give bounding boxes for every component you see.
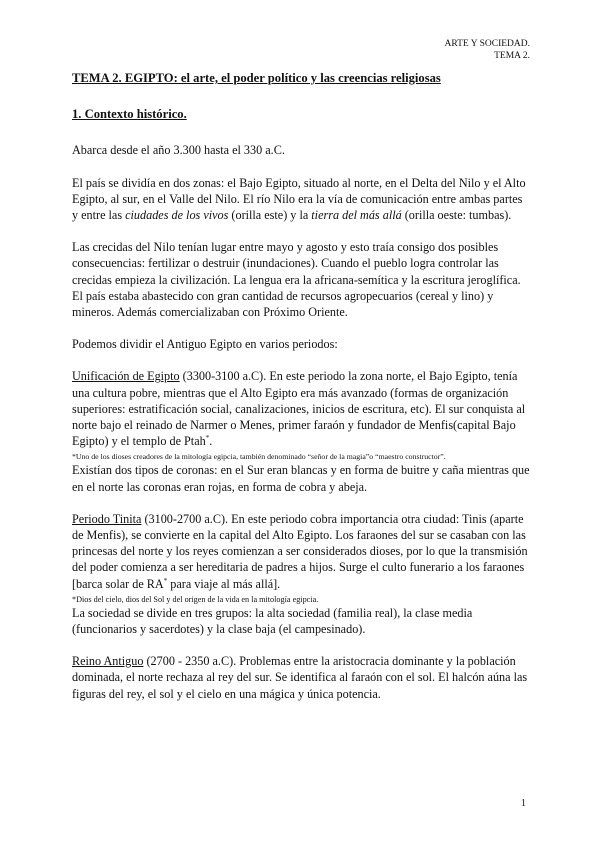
document-body <box>72 70 530 702</box>
unificacion-text: (3300-3100 a.C). En este periodo la zona norte, el Bajo Egipto, tenía una cultura pobre, mientras que el Alto Egipto era más avanzado (formas de organización superiores: estratificación social, canalizaciones, inicios de escritura, etc). El sur conquista al norte bajo el reinado de Narmer o Menes, primer faraón y fundador de Menfis(capital Bajo Egipto) y el templo de Ptah <box>72 369 526 449</box>
tinita-end: para viaje al más allá]. <box>167 576 281 591</box>
pais-text-3: (orilla oeste: tumbas). <box>401 208 512 223</box>
footnote-marker: * <box>163 576 168 585</box>
paragraph-tinita <box>72 511 530 592</box>
header-subject: ARTE Y SOCIEDAD. <box>444 39 530 49</box>
tinita-text: (3100-2700 a.C). En este periodo cobra importancia otra ciudad: Tinis (aparte de Menfis), se convierte en la capital del Alto Egipto. Los faraones del sur se casaban con las princesas del norte y los reyes comienzan a ser considerados dioses, por lo que la transmisión del poder comienza a ser hereditaria de padres a hijos. Surge el culto funerario a los faraones [barca solar de RA <box>72 511 528 591</box>
period-label-unificacion: Unificación de Egipto <box>72 369 180 384</box>
unificacion-end: . <box>209 434 213 449</box>
section-heading: 1. Contexto histórico. <box>72 107 187 122</box>
paragraph-unificacion <box>72 368 530 449</box>
period-label-reino-antiguo: Reino Antiguo <box>72 654 144 669</box>
header-topic: TEMA 2. <box>494 51 530 61</box>
paragraph-abarca: Abarca desde el año 3.300 hasta el 330 a.C. <box>72 143 285 158</box>
paragraph-pais <box>72 175 530 224</box>
paragraph-reino-antiguo <box>72 653 530 702</box>
paragraph-sociedad: La sociedad se divide en tres grupos: la alta sociedad (familia real), la clase media (funcionarios y sacerdotes) y la clase baja (el campesinado). <box>72 605 473 637</box>
document-title: TEMA 2. EGIPTO: el arte, el poder político y las creencias religiosas <box>72 71 441 85</box>
page-number: 1 <box>521 798 526 809</box>
pais-text-1: El país se dividía en dos zonas: el Bajo Egipto, situado al norte, en el Delta del Nilo y el Alto Egipto, al sur, en el Valle del Nilo. El río Nilo era la vía de comunicación entre ambas partes y entre las <box>72 175 526 223</box>
pais-emphasis-vivos: ciudades de los vivos <box>125 208 229 223</box>
period-label-tinita: Periodo Tinita <box>72 511 142 526</box>
footnote-marker: * <box>205 434 210 443</box>
paragraph-periodos-intro: Podemos dividir el Antiguo Egipto en varios periodos: <box>72 337 338 352</box>
paragraph-crecidas: Las crecidas del Nilo tenían lugar entre mayo y agosto y esto traía consigo dos posibles consecuencias: fertilizar o destruir (inundaciones). Cuando el pueblo logra controlar las crecidas empieza la civilización. La lengua era la africana-semítica y la escritura jeroglífica. El país estaba abastecido con gran cantidad de recursos agropecuarios (cereal y lino) y mineros. Además comercializaban con Próximo Oriente. <box>72 240 521 320</box>
pais-emphasis-mas-alla: tierra del más allá <box>311 208 402 223</box>
running-header <box>444 38 530 62</box>
footnote-ra: *Dios del cielo, dios del Sol y del origen de la vida en la mitología egipcia. <box>72 594 319 604</box>
paragraph-coronas: Existían dos tipos de coronas: en el Sur eran blancas y en forma de buitre y caña mientras que en el norte las coronas eran rojas, en forma de cobra y abeja. <box>72 463 530 494</box>
footnote-ptah: *Uno de los dioses creadores de la mitología egipcia, también denominado “señor de la magia”o “maestro constructor”. <box>72 452 446 462</box>
pais-text-2: (orilla este) y la <box>228 208 312 223</box>
reino-text: (2700 - 2350 a.C). Problemas entre la aristocracia dominante y la población dominada, el norte rechaza al rey del sur. Se identifica al faraón con el sol. El halcón aúna las figuras del rey, el sol y el cielo en una mágica y única potencia. <box>72 654 528 701</box>
